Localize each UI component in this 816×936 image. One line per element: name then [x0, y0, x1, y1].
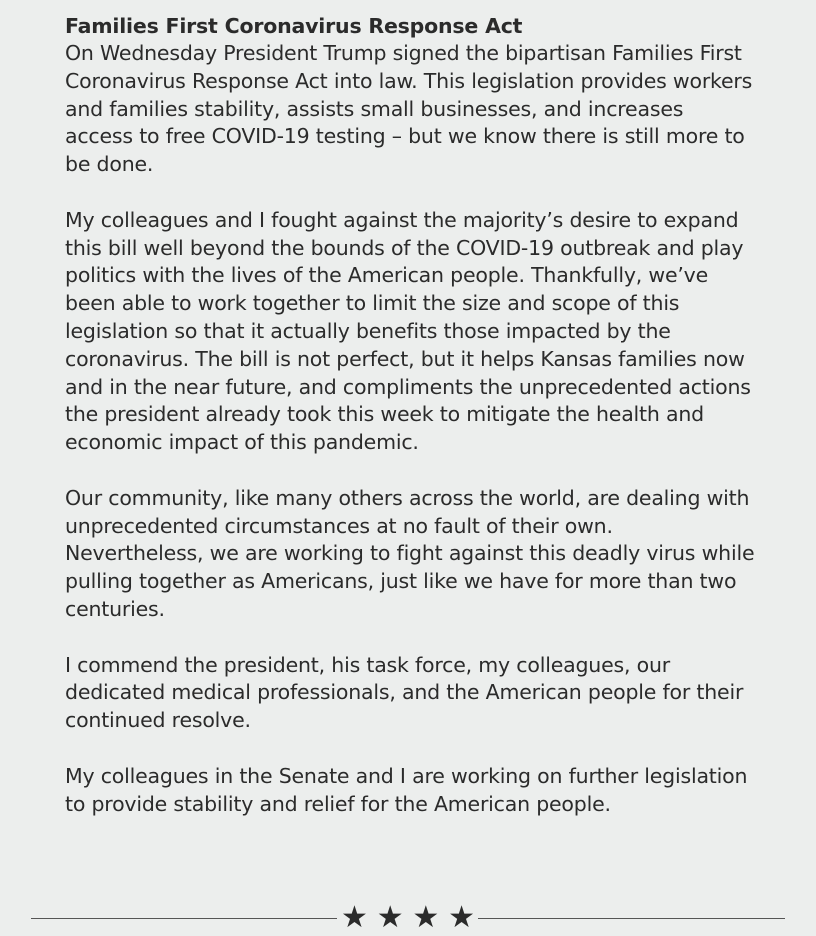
- star-icon: ★: [341, 900, 368, 935]
- paragraph-4: I commend the president, his task force, my colleagues, our dedicated medical professionals, and the American people for their continued resolve.: [65, 652, 744, 733]
- divider-line-left: [31, 918, 337, 919]
- paragraph-3: Our community, like many others across the world, are dealing with unprecedented circumstances at no fault of their own. Nevertheless, we are working to fight against this deadly virus while pulling together as Americans, just like we have for more than two centuries.: [65, 485, 755, 621]
- article-title: Families First Coronavirus Response Act: [65, 14, 523, 38]
- star-icon: ★: [448, 900, 475, 935]
- paragraph-1: On Wednesday President Trump signed the bipartisan Families First Coronavirus Response Act into law. This legislation provides workers and families stability, assists small businesses, and increases access to free COVID-19 testing – but we know there is still more to be done.: [65, 41, 753, 177]
- star-divider: [31, 902, 785, 934]
- divider-stars: [341, 902, 475, 934]
- article: [65, 12, 755, 846]
- star-icon: ★: [412, 900, 440, 935]
- divider-line-right: [478, 918, 785, 919]
- paragraph-2: My colleagues and I fought against the majority’s desire to expand this bill well beyond the bounds of the COVID-19 outbreak and play politics with the lives of the American people. Thankfully, we’ve been able to work together to limit the size and scope of this legislation so that it actually benefits those impacted by the coronavirus. The bill is not perfect, but it helps Kansas families now and in the near future, and compliments the unprecedented actions the president already took this week to mitigate the health and economic impact of this pandemic.: [65, 207, 751, 455]
- star-icon: ★: [376, 900, 404, 935]
- paragraph-5: My colleagues in the Senate and I are working on further legislation to provide stability and relief for the American people.: [65, 763, 748, 816]
